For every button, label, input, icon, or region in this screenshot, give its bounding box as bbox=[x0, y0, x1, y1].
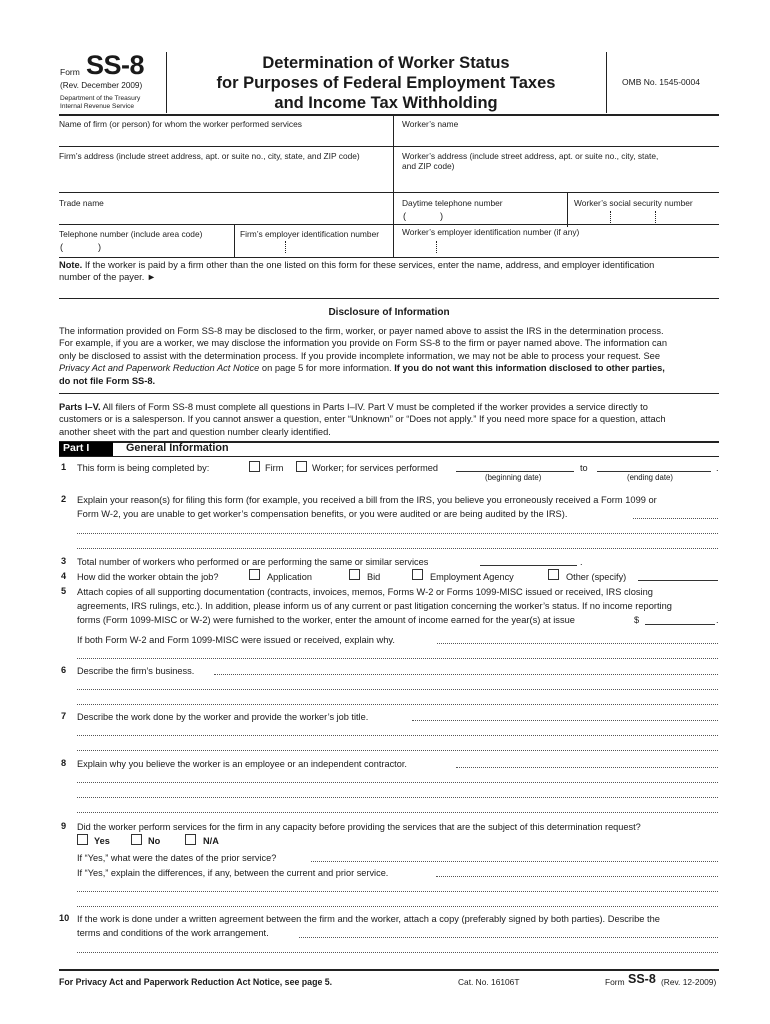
footer-form-number: SS-8 bbox=[628, 972, 656, 986]
employment-agency-checkbox[interactable] bbox=[412, 569, 423, 580]
answer-line[interactable] bbox=[77, 952, 718, 953]
application-checkbox[interactable] bbox=[249, 569, 260, 580]
answer-line[interactable] bbox=[299, 937, 718, 938]
part-tag: Part I bbox=[59, 442, 113, 456]
omb-number: OMB No. 1545-0004 bbox=[622, 77, 700, 87]
answer-line[interactable] bbox=[77, 735, 718, 736]
worker-ein-label: Worker’s employer identification number (if any) bbox=[402, 227, 580, 237]
firm-ein-input[interactable] bbox=[242, 241, 388, 254]
phone-input[interactable] bbox=[104, 241, 224, 254]
trade-name-label: Trade name bbox=[59, 198, 104, 208]
worker-checkbox[interactable] bbox=[296, 461, 307, 472]
part-title: General Information bbox=[126, 442, 229, 454]
worker-address-label: Worker’s address (include street address, apt. or suite no., city, state, bbox=[402, 151, 659, 161]
answer-line[interactable] bbox=[77, 750, 718, 751]
answer-line[interactable] bbox=[77, 689, 718, 690]
worker-ssn-input[interactable] bbox=[575, 210, 715, 223]
worker-address-label-2: and ZIP code) bbox=[402, 161, 455, 171]
paren-close-2: ) bbox=[98, 242, 102, 252]
firm-name-input[interactable] bbox=[62, 131, 388, 145]
firm-address-label: Firm’s address (include street address, apt. or suite no., city, state, and ZIP code) bbox=[59, 151, 360, 161]
paren-open-2: ( bbox=[60, 242, 64, 252]
revision-date: (Rev. December 2009) bbox=[60, 81, 143, 90]
disclosure-heading: Disclosure of Information bbox=[328, 307, 450, 318]
worker-ssn-label: Worker’s social security number bbox=[574, 198, 693, 208]
phone-label: Telephone number (include area code) bbox=[59, 229, 203, 239]
daytime-phone-input[interactable] bbox=[447, 210, 557, 223]
firm-checkbox[interactable] bbox=[249, 461, 260, 472]
answer-line[interactable] bbox=[77, 658, 718, 659]
answer-line[interactable] bbox=[77, 548, 718, 549]
answer-line[interactable] bbox=[311, 861, 718, 862]
paren-open: ( bbox=[403, 211, 407, 221]
worker-address-input[interactable] bbox=[402, 174, 716, 188]
worker-name-label: Worker’s name bbox=[402, 119, 459, 129]
firm-address-input[interactable] bbox=[62, 164, 388, 178]
form-label: Form bbox=[60, 67, 80, 77]
firm-name-label: Name of firm (or person) for whom the worker performed services bbox=[59, 119, 302, 129]
other-specify-line[interactable] bbox=[638, 580, 718, 581]
answer-line[interactable] bbox=[633, 518, 718, 519]
worker-count-line[interactable] bbox=[480, 565, 577, 566]
answer-line[interactable] bbox=[77, 704, 718, 705]
answer-line[interactable] bbox=[77, 782, 718, 783]
income-amount-line[interactable] bbox=[645, 624, 715, 625]
answer-line[interactable] bbox=[437, 643, 718, 644]
form-number: SS-8 bbox=[86, 50, 145, 80]
catalog-number: Cat. No. 16106T bbox=[458, 977, 520, 987]
answer-line[interactable] bbox=[77, 891, 718, 892]
irs-label: Internal Revenue Service bbox=[60, 103, 135, 110]
answer-line[interactable] bbox=[412, 720, 718, 721]
paren-close: ) bbox=[440, 211, 444, 221]
answer-line[interactable] bbox=[77, 906, 718, 907]
trade-name-input[interactable] bbox=[62, 210, 388, 224]
dept-treasury: Department of the Treasury bbox=[60, 95, 141, 102]
bid-checkbox[interactable] bbox=[349, 569, 360, 580]
answer-line[interactable] bbox=[436, 876, 718, 877]
na-checkbox[interactable] bbox=[185, 834, 196, 845]
worker-ein-input[interactable] bbox=[402, 240, 716, 253]
privacy-notice: For Privacy Act and Paperwork Reduction Act Notice, see page 5. bbox=[59, 977, 333, 987]
daytime-phone-label: Daytime telephone number bbox=[402, 198, 503, 208]
answer-line[interactable] bbox=[77, 797, 718, 798]
no-checkbox[interactable] bbox=[131, 834, 142, 845]
firm-ein-label: Firm’s employer identification number bbox=[240, 229, 380, 239]
answer-line[interactable] bbox=[214, 674, 718, 675]
answer-line[interactable] bbox=[77, 533, 718, 534]
form-title: Determination of Worker Status for Purposes of Federal Employment Taxes and Income Tax Withholding bbox=[216, 54, 556, 112]
answer-line[interactable] bbox=[77, 812, 718, 813]
answer-line[interactable] bbox=[456, 767, 718, 768]
other-checkbox[interactable] bbox=[548, 569, 559, 580]
yes-checkbox[interactable] bbox=[77, 834, 88, 845]
worker-name-input[interactable] bbox=[402, 131, 716, 145]
footer-revision: (Rev. 12-2009) bbox=[661, 977, 717, 987]
